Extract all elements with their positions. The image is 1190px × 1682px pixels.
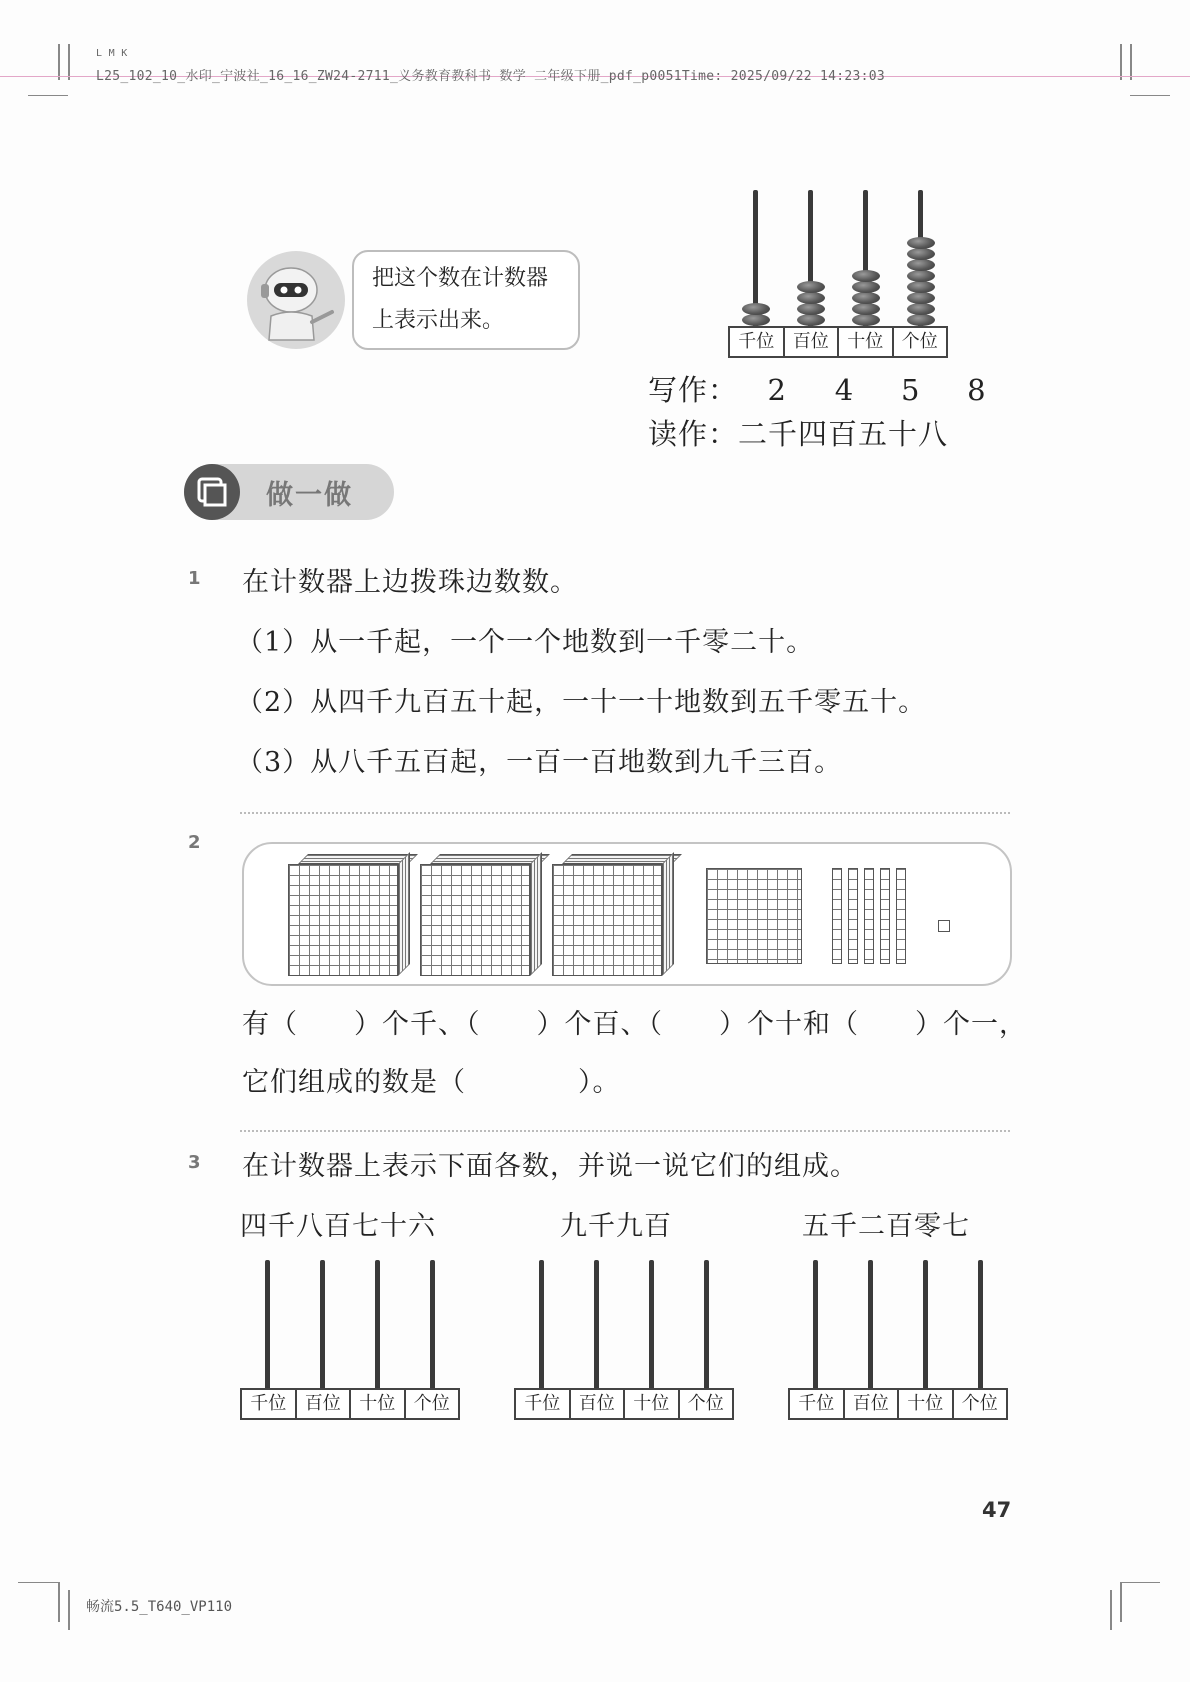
label-thousands: 千位 xyxy=(516,1390,571,1418)
abacus-bead xyxy=(852,314,880,326)
abacus-bead xyxy=(907,281,935,293)
abacus-bead xyxy=(907,237,935,249)
abacus-label-row xyxy=(728,326,948,358)
abacus-label-row xyxy=(240,1388,460,1420)
crop-mark xyxy=(18,1582,58,1583)
q3-number-label: 四千八百七十六 xyxy=(240,1211,436,1242)
thousand-cube xyxy=(288,854,410,976)
hundred-flat xyxy=(706,868,802,964)
thousand-cube xyxy=(552,854,674,976)
write-form xyxy=(648,368,1005,409)
read-value: 二千四百五十八 xyxy=(738,417,949,451)
label-thousands: 千位 xyxy=(242,1390,297,1418)
example-abacus xyxy=(728,190,948,355)
header-small-mark: L M K xyxy=(96,48,128,59)
ten-rod xyxy=(896,868,906,964)
abacus-bead xyxy=(907,259,935,271)
crop-mark xyxy=(58,44,60,80)
abacus-bead xyxy=(852,292,880,304)
footer-text: 畅流5.5_T640_VP110 xyxy=(86,1599,233,1615)
abacus-blank-3 xyxy=(788,1260,1008,1420)
abacus-bead xyxy=(852,270,880,282)
crop-mark xyxy=(1110,1590,1112,1630)
label-tens: 十位 xyxy=(839,328,894,356)
label-thousands: 千位 xyxy=(730,328,785,356)
divider xyxy=(240,1130,1010,1132)
abacus-bead xyxy=(852,303,880,315)
question-2-number: 2 xyxy=(188,832,201,853)
label-tens: 十位 xyxy=(899,1390,954,1418)
abacus-label-row xyxy=(788,1388,1008,1420)
abacus-blank-2 xyxy=(514,1260,734,1420)
write-digit: 2 xyxy=(767,373,787,407)
label-hundreds: 百位 xyxy=(297,1390,352,1418)
write-label: 写作： xyxy=(648,373,739,407)
abacus-bead xyxy=(797,303,825,315)
crop-mark xyxy=(1130,44,1132,80)
question-1-item: （1）从一千起，一个一个地数到一千零二十。 xyxy=(236,627,815,658)
abacus-bead xyxy=(797,281,825,293)
crop-mark xyxy=(58,1582,60,1622)
question-2-line-1: 有（ ）个千、（ ）个百、（ ）个十和（ ）个一， xyxy=(242,1009,1027,1040)
ten-rod xyxy=(832,868,842,964)
ten-rods xyxy=(832,868,922,964)
question-1-item: （3）从八千五百起，一百一百地数到九千三百。 xyxy=(236,747,843,778)
one-cube xyxy=(938,920,950,932)
crop-mark xyxy=(68,1590,70,1630)
write-digit: 4 xyxy=(834,373,855,407)
ten-rod xyxy=(848,868,858,964)
abacus-bead xyxy=(907,303,935,315)
read-form xyxy=(648,412,948,453)
label-hundreds: 百位 xyxy=(845,1390,900,1418)
label-ones: 个位 xyxy=(687,1393,724,1414)
bubble-line-1: 把这个数在计数器 xyxy=(372,266,549,291)
abacus-bead xyxy=(742,303,770,315)
base-ten-blocks-panel xyxy=(242,842,1012,986)
abacus-bead xyxy=(797,314,825,326)
crop-mark xyxy=(1130,95,1170,96)
crop-mark xyxy=(28,95,68,96)
label-tens: 十位 xyxy=(351,1390,406,1418)
speech-bubble xyxy=(352,250,580,350)
page-number: 47 xyxy=(982,1498,1012,1522)
crop-mark xyxy=(1120,1582,1122,1622)
label-ones: 个位 xyxy=(413,1393,450,1414)
q3-number-label: 五千二百零七 xyxy=(802,1211,970,1242)
header-meta-line: L25_102_10_水印_宁波社_16_16_ZW24-2711_义务教育教科书 数学 二年级下册_pdf_p0051Time: 2025/09/22 14:23:03 xyxy=(96,69,886,84)
abacus-bead xyxy=(907,314,935,326)
question-1-text: 在计数器上边拨珠边数数。 xyxy=(242,567,578,598)
read-label: 读作： xyxy=(648,417,739,451)
label-hundreds: 百位 xyxy=(571,1390,626,1418)
ten-rod xyxy=(864,868,874,964)
write-digit: 5 xyxy=(900,373,921,407)
crop-mark xyxy=(1120,1582,1160,1583)
abacus-bead xyxy=(907,270,935,282)
crop-mark xyxy=(68,44,70,80)
bubble-line-2: 上表示出来。 xyxy=(372,308,505,333)
question-1-number: 1 xyxy=(188,568,201,589)
abacus-bead xyxy=(797,292,825,304)
label-ones: 个位 xyxy=(961,1393,998,1414)
crop-mark xyxy=(1120,44,1122,80)
question-3-text: 在计数器上表示下面各数，并说一说它们的组成。 xyxy=(242,1151,858,1182)
abacus-bead xyxy=(852,281,880,293)
write-digit: 8 xyxy=(967,373,987,407)
question-1-item: （2）从四千九百五十起，一十一十地数到五千零五十。 xyxy=(236,687,927,718)
label-thousands: 千位 xyxy=(790,1390,845,1418)
question-2-line-2: 它们组成的数是（ ）。 xyxy=(242,1067,621,1098)
ten-rod xyxy=(880,868,890,964)
q3-number-label: 九千九百 xyxy=(560,1211,672,1242)
robot-icon xyxy=(246,250,346,350)
thousand-cube xyxy=(420,854,542,976)
question-3-number: 3 xyxy=(188,1152,201,1173)
abacus-label-row xyxy=(514,1388,734,1420)
label-tens: 十位 xyxy=(625,1390,680,1418)
abacus-blank-1 xyxy=(240,1260,460,1420)
abacus-bead xyxy=(907,248,935,260)
abacus-bead xyxy=(907,292,935,304)
label-ones: 个位 xyxy=(901,331,938,352)
divider xyxy=(240,812,1010,814)
label-hundreds: 百位 xyxy=(785,328,840,356)
activity-icon xyxy=(184,464,240,520)
section-title: 做一做 xyxy=(266,480,353,511)
abacus-bead xyxy=(742,314,770,326)
